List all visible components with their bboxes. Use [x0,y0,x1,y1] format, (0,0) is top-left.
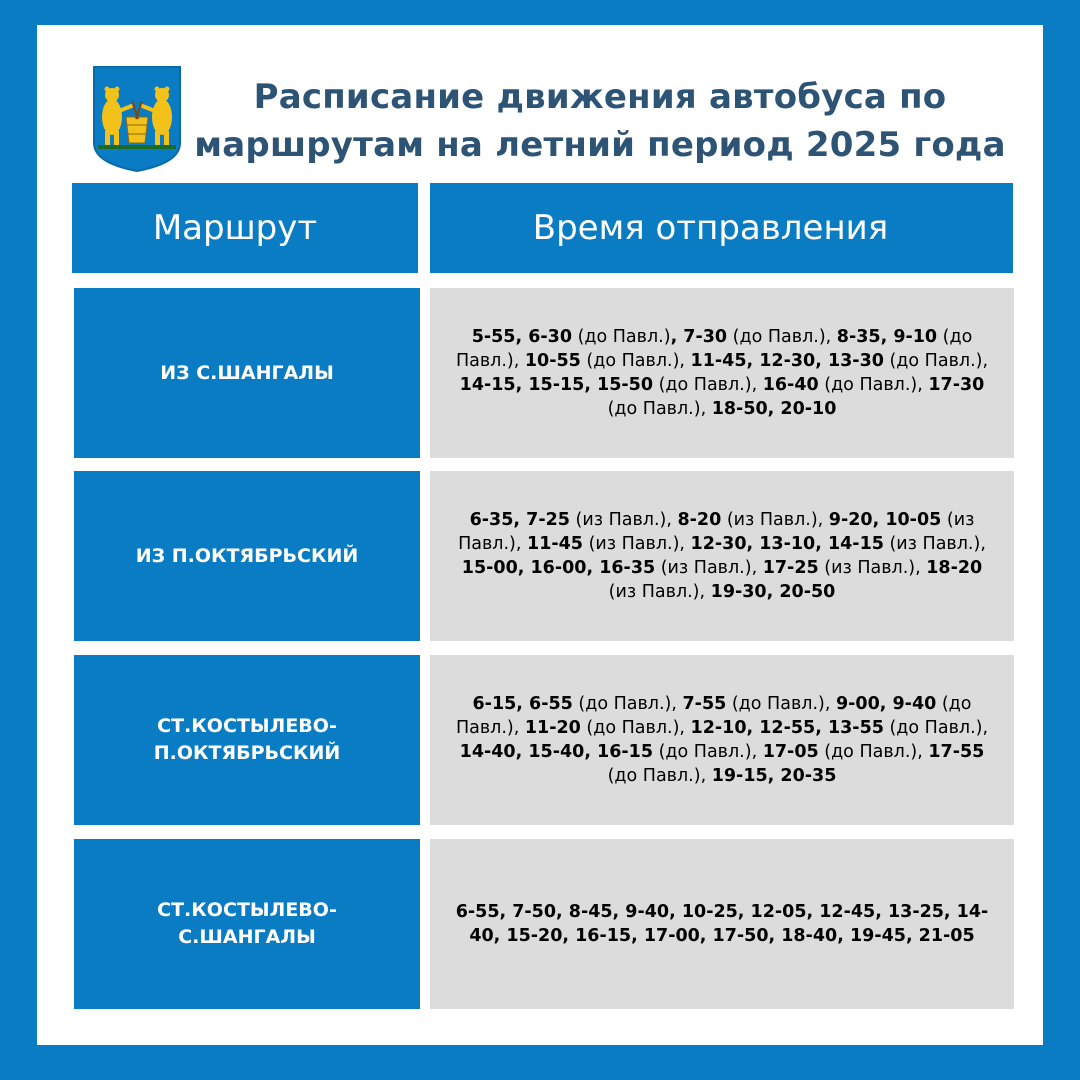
departure-time: 17-55 [928,742,985,762]
departure-time: 17-05 [762,742,819,762]
departure-time: 15-00, 16-00, 16-35 [461,558,656,578]
departure-time: 9-20, 10-05 [828,510,942,530]
coat-of-arms-icon [92,65,182,173]
departure-time: 19-30, 20-50 [710,582,836,602]
departure-time: 6-15, 6-55 [472,694,573,714]
route-name: ИЗ С.ШАНГАЛЫ [160,361,334,384]
departure-time: , 7-30 [670,327,728,347]
route-note: (до Павл.), [818,375,929,395]
departure-time: 17-30 [928,375,985,395]
departure-time: 11-45, 12-30, 13-30 [690,351,884,371]
route-note: (из Павл.), [569,510,678,530]
times-text [452,692,992,788]
departure-time: 10-55 [524,351,581,371]
route-note: (до Павл.), [883,351,989,371]
departure-time: 12-30, 13-10, 14-15 [690,534,884,554]
route-note: (до Павл.), [883,718,989,738]
departure-time: 14-40, 15-40, 16-15 [459,742,654,762]
route-note: (из Павл.), [721,510,829,530]
route-note: (до Павл.) [572,327,671,347]
title-line-2: маршрутам на летний период 2025 года [194,125,1006,165]
route-cell [74,288,420,458]
route-note: (до Павл.), [607,766,712,786]
departure-time: 11-45 [527,534,583,554]
route-note: (из Павл.), [458,510,975,554]
departure-time: 6-35, 7-25 [469,510,570,530]
departure-time: 12-10, 12-55, 13-55 [690,718,884,738]
departure-time: 17-25 [762,558,819,578]
title-line-1: Расписание движения автобуса по [253,77,947,117]
route-note: (до Павл.), [653,742,763,762]
route-note: (из Павл.), [583,534,691,554]
departure-time: 18-50, 20-10 [711,399,837,419]
departure-time: 8-35, 9-10 [836,327,938,347]
departure-time: 5-55, 6-30 [471,327,573,347]
header-time-label: Время отправления [532,208,889,248]
route-note: (до Павл.), [580,351,691,371]
departure-time: 9-00, 9-40 [835,694,937,714]
departure-time: 16-40 [762,375,819,395]
route-name: СТ.КОСТЫЛЕВО- С.ШАНГАЛЫ [157,899,337,948]
header-route [72,183,418,273]
times-cell [430,288,1014,458]
route-note: (до Павл.), [653,375,763,395]
header-route-label: Маршрут [152,208,318,248]
route-note: (из Павл.), [883,534,986,554]
route-note: (до Павл.), [455,694,972,738]
route-note: (из Павл.), [608,582,711,602]
route-cell [74,839,420,1009]
departure-time: 6-55, 7-50, 8-45, 9-40, 10-25, 12-05, 12-45, 13-25, 14-40, 15-20, 16-15, 17-00, 17-50, 18-40, 19-45, 21-05 [455,902,989,946]
route-note: (до Павл.), [818,742,929,762]
times-text [452,508,992,604]
departure-time: 19-15, 20-35 [711,766,837,786]
header-time [430,183,1013,273]
route-note: (до Павл.), [455,327,973,371]
departure-time: 14-15, 15-15, 15-50 [459,375,654,395]
departure-time: 7-55 [682,694,727,714]
route-note: (до Павл.), [572,694,683,714]
route-name: ИЗ П.ОКТЯБРЬСКИЙ [135,544,359,567]
departure-time: 8-20 [677,510,722,530]
departure-time: 11-20 [524,718,581,738]
route-note: (до Павл.), [607,399,712,419]
times-cell [430,839,1014,1009]
route-note: (из Павл.), [818,558,927,578]
page-title [185,73,1015,169]
route-note: (до Павл.), [726,694,836,714]
route-note: (из Павл.), [655,558,763,578]
times-cell [430,471,1014,641]
departure-time: 18-20 [926,558,983,578]
route-name: СТ.КОСТЫЛЕВО- П.ОКТЯБРЬСКИЙ [153,715,341,764]
times-cell [430,655,1014,825]
route-cell [74,471,420,641]
times-text [452,900,992,948]
route-note: (до Павл.), [727,327,837,347]
schedule-card [37,25,1043,1045]
route-note: (до Павл.), [580,718,691,738]
times-text [452,325,992,421]
route-cell [74,655,420,825]
